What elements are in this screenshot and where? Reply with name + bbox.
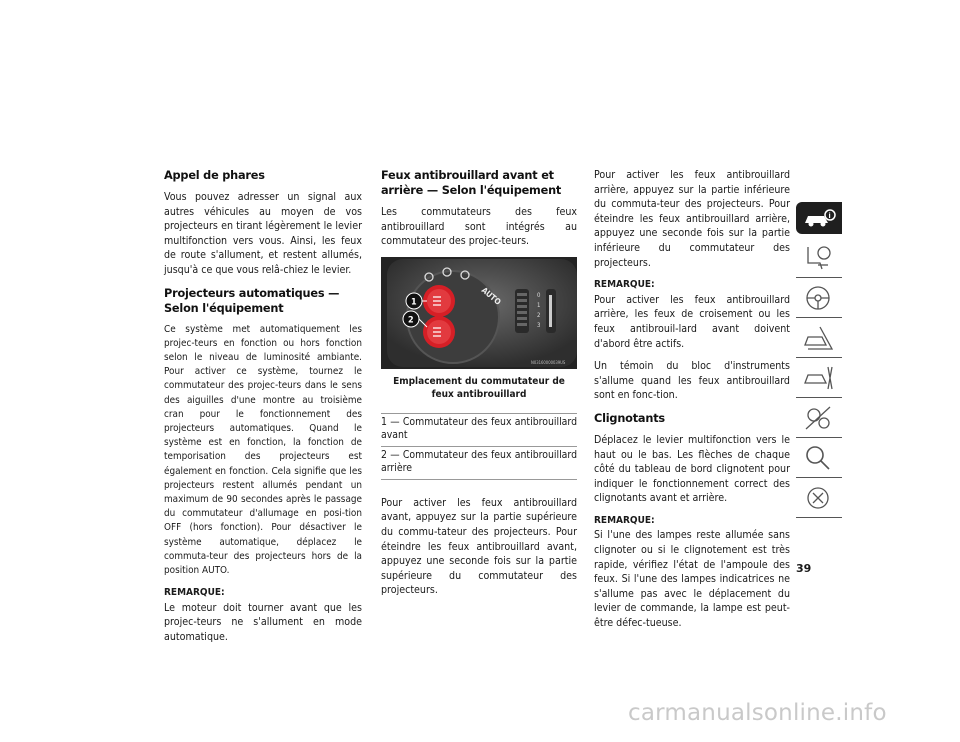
watermark: carmanualsonline.info [628, 700, 887, 726]
paragraph: Les commutateurs des feux antibrouillard sont intégrés au commutateur des projec-teurs. [381, 206, 577, 248]
paragraph: Ce système met automatiquement les projec-teurs en fonction ou hors fonction selon le niveau de luminosité ambiante. Pour activer ce système, tournez le commutateur des projec-teurs dans le sens des aiguilles d'une montre au troisième cran pour le fonctionnement des projecteurs automatiques. Quand le système est en fonction, la fonction de temporisation des projecteurs est également en fonction. Cela signifie que les projecteurs restent allumés pendant un maximum de 90 secondes après le passage du commutateur d'allumage en posi-tion OFF (hors fonction). Pour désactiver le système automatique, déplacez le commuta-teur des projecteurs hors de la position AUTO. [164, 323, 362, 577]
page-number: 39 [796, 562, 812, 575]
column-1 [164, 168, 362, 653]
paragraph: Un témoin du bloc d'instruments s'allume quand les feux antibrouillard sont en fonc-tion. [594, 360, 790, 402]
dial-3: 3 [537, 321, 541, 329]
steering-wheel-icon [802, 283, 836, 313]
gear-settings-icon [802, 403, 836, 433]
note-text: Si l'une des lampes reste allumée sans clignoter ou si le clignotement est très rapide, vérifiez l'état de l'ampoule des feux. Si l'une des lampes indicatrices ne s'allume pas avec le déplacement du levier de commande, la lampe est peut-être défec-tueuse. [594, 529, 790, 630]
tab-seat-airbag[interactable] [796, 238, 842, 278]
column-2 [381, 168, 577, 606]
paragraph: Pour activer les feux antibrouillard avant, appuyez sur la partie supérieure du commu-tateur des projecteurs. Pour éteindre les feux antibrouillard avant, appuyez une seconde fois sur la partie supérieure du commutateur des projecteurs. [381, 496, 577, 597]
heading-projecteurs-automatiques: Projecteurs automatiques — Selon l'équipement [164, 286, 340, 315]
dial-1: 1 [537, 301, 541, 309]
paragraph: Vous pouvez adresser un signal aux autres véhicules au moyen de vos projecteurs en tirant légèrement le levier multifonction vers vous. Ainsi, les feux de route s'allument, et restent allumés, jusqu'à ce que vous relâ-chiez le levier. [164, 191, 362, 276]
chapter-tabs [796, 202, 842, 518]
car-info-icon [802, 207, 836, 229]
callout-2: 2 [408, 315, 414, 326]
tab-search[interactable] [796, 438, 842, 478]
paragraph: Pour activer les feux antibrouillard arrière, appuyez sur la partie inférieure du commuta-teur des projecteurs. Pour éteindre les feux antibrouillard arrière, appuyez une seconde fois sur la partie inférieure du commutateur des projecteurs. [594, 169, 790, 269]
column-3 [594, 168, 790, 639]
legend-item: 1 — Commutateur des feux antibrouillard avant [381, 415, 578, 442]
note-text: Le moteur doit tourner avant que les projec-teurs ne s'allument en mode automatique. [164, 601, 362, 643]
car-tools-icon [802, 363, 836, 393]
dial-2: 2 [537, 311, 541, 319]
wrench-index-icon [802, 483, 836, 513]
note-text: Pour activer les feux antibrouillard arrière, les feux de croisement ou les feux antibrouil-lard avant doivent d'abord être actifs. [594, 293, 790, 350]
seat-airbag-icon [802, 243, 836, 273]
figure-code: N03160000039US [531, 359, 566, 365]
legend-item: 2 — Commutateur des feux antibrouillard arrière [381, 446, 577, 479]
note-label: REMARQUE: [594, 279, 655, 291]
tab-car-info[interactable] [796, 202, 842, 234]
paragraph: Déplacez le levier multifonction vers le haut ou le bas. Les flèches de chaque côté du tableau de bord clignotent pour indiquer le fonctionnement correct des clignotants avant et arrière. [594, 433, 790, 505]
tab-tools[interactable] [796, 358, 842, 398]
heading-appel-de-phares: Appel de phares [164, 169, 265, 182]
magnifier-icon [802, 443, 836, 473]
heading-clignotants: Clignotants [594, 411, 665, 425]
note-label: REMARQUE: [164, 587, 225, 599]
callout-1: 1 [411, 297, 417, 308]
tab-steering[interactable] [796, 278, 842, 318]
note-label: REMARQUE: [594, 514, 655, 526]
auto-label: AUTO [479, 285, 503, 307]
tab-index[interactable] [796, 478, 842, 518]
car-warning-icon [802, 323, 836, 353]
figure-caption: Emplacement du commutateur de feux antibrouillard [393, 375, 565, 400]
figure-legend [381, 413, 577, 480]
tab-settings[interactable] [796, 398, 842, 438]
tab-warning[interactable] [796, 318, 842, 358]
headlamp-switch-figure [381, 257, 577, 369]
dial-0: 0 [537, 291, 541, 299]
svg-text:i: i [828, 212, 831, 220]
heading-feux-antibrouillard: Feux antibrouillard avant et arrière — Selon l'équipement [381, 169, 562, 197]
headlamp-switch-illustration [381, 257, 577, 369]
